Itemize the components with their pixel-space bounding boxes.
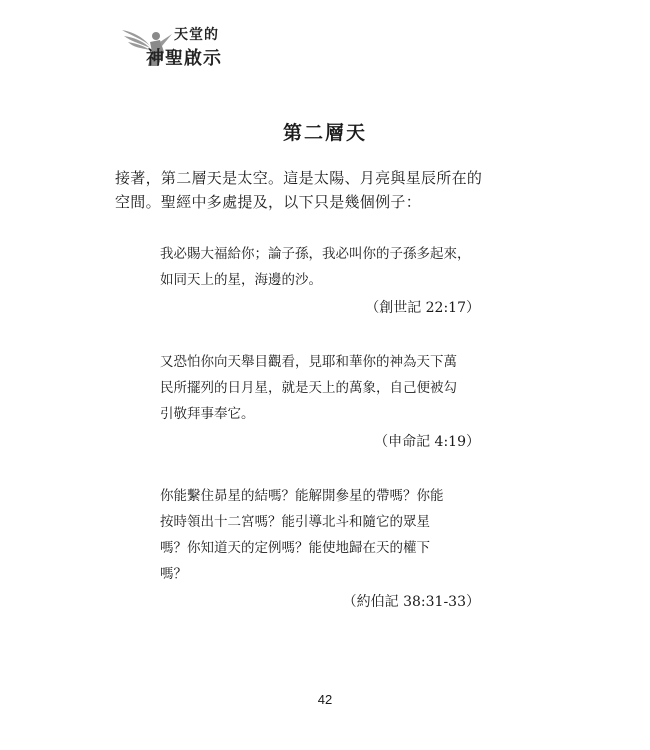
intro-line: 接著，第二層天是太空。這是太陽、月亮與星辰所在的 (115, 169, 483, 187)
quote-line: 如同天上的星，海邊的沙。 (160, 272, 322, 288)
quote-line: 嗎？你知道天的定例嗎？能使地歸在天的權下 (160, 540, 430, 556)
intro-paragraph (115, 166, 515, 214)
intro-line: 空間。聖經中多處提及，以下只是幾個例子： (115, 193, 422, 211)
quote-line: 民所擺列的日月星，就是天上的萬象，自己便被勾 (160, 380, 457, 396)
quote-line: 又恐怕你向天舉目觀看，見耶和華你的神為天下萬 (160, 354, 457, 370)
quote-line: 我必賜大福給你；論子孫，我必叫你的子孫多起來， (160, 246, 471, 262)
quote-reference: （創世記 22:17） (365, 300, 480, 316)
quote-line: 引敬拜事奉它。 (160, 406, 255, 422)
scripture-quote-job (160, 483, 480, 615)
quote-line: 你能繫住昴星的結嗎？能解開參星的帶嗎？你能 (160, 488, 444, 504)
quote-reference: （申命記 4:19） (374, 434, 480, 450)
chapter-title: 第二層天 (282, 122, 367, 144)
scripture-quote-genesis (160, 241, 480, 321)
quote-line: 按時領出十二宮嗎？能引導北斗和隨它的眾星 (160, 514, 430, 530)
book-logo (120, 22, 250, 70)
page-number: 42 (317, 692, 333, 707)
scripture-quote-deuteronomy (160, 349, 480, 455)
quote-line: 嗎？ (160, 566, 187, 582)
quote-reference: （約伯記 38:31-33） (342, 594, 480, 610)
logo-line-2: 神聖啟示 (146, 48, 222, 69)
logo-line-1: 天堂的 (174, 27, 219, 43)
